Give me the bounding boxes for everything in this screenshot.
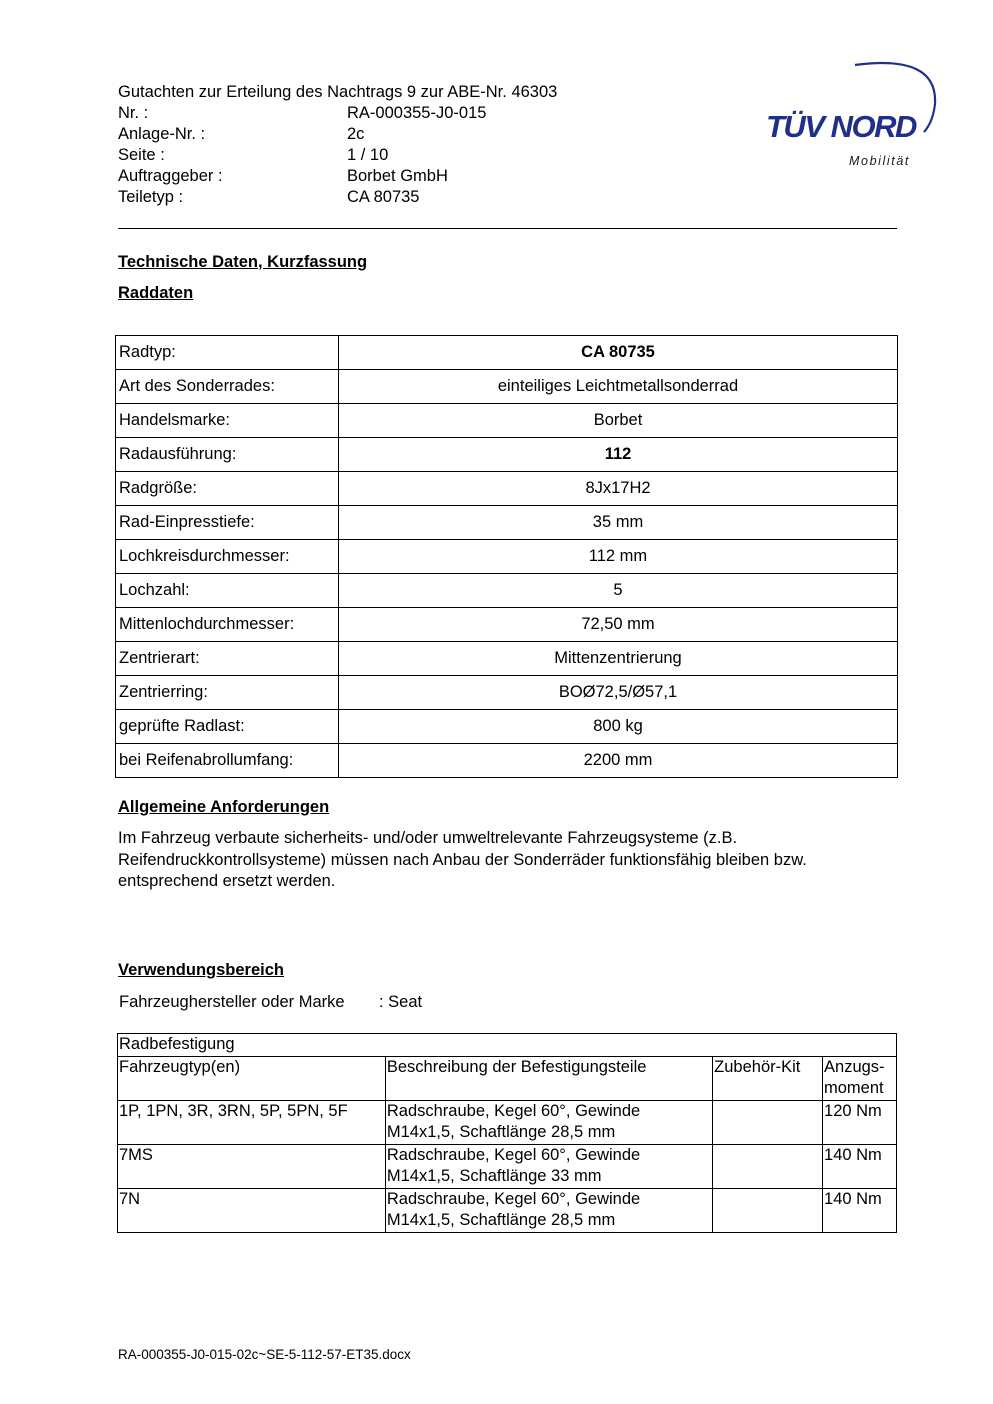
- cell-zubehoer-kit: [713, 1188, 823, 1232]
- cell-line: M14x1,5, Schaftlänge 28,5 mm: [386, 1211, 616, 1229]
- header-row-anlage: [118, 124, 486, 145]
- table-row: [118, 1144, 897, 1188]
- table-row: [116, 506, 898, 540]
- hersteller-line: [119, 992, 422, 1012]
- allgemeine-paragraph: [118, 828, 908, 893]
- cell-anzugsmoment: 140 Nm: [823, 1144, 897, 1188]
- cell-line: Radschraube, Kegel 60°, Gewinde: [386, 1145, 641, 1164]
- cell-fahrzeugtyp: 7MS: [118, 1144, 386, 1188]
- cell-line: M14x1,5, Schaftlänge 28,5 mm: [386, 1123, 616, 1141]
- radbefestigung-title: Radbefestigung: [118, 1034, 897, 1057]
- table-header-row: [118, 1056, 897, 1100]
- document-title: Gutachten zur Erteilung des Nachtrags 9 zur ABE-Nr. 46303: [118, 83, 558, 101]
- cell-line: M14x1,5, Schaftlänge 33 mm: [386, 1167, 602, 1185]
- header-label: Teiletyp :: [118, 188, 184, 206]
- spec-label: Handelsmarke:: [116, 404, 339, 438]
- table-row: [116, 642, 898, 676]
- table-title-row: [118, 1034, 897, 1057]
- logo-brand: TÜV NORD: [766, 109, 916, 144]
- section-raddaten: Raddaten: [118, 284, 194, 302]
- cell-zubehoer-kit: [713, 1144, 823, 1188]
- spec-label: Zentrierring:: [116, 676, 339, 710]
- col-header-anzugsmoment: [823, 1056, 897, 1100]
- header-label: Seite :: [118, 146, 165, 164]
- spec-label: Radgröße:: [116, 472, 339, 506]
- col-header-zubehoer-kit: Zubehör-Kit: [713, 1056, 823, 1100]
- hersteller-value: : Seat: [379, 993, 423, 1011]
- header-value: CA 80735: [347, 188, 420, 206]
- table-row: [118, 1188, 897, 1232]
- spec-value: BOØ72,5/Ø57,1: [339, 676, 898, 710]
- spec-value: 800 kg: [339, 710, 898, 744]
- cell-beschreibung: [385, 1188, 712, 1232]
- spec-label: Rad-Einpresstiefe:: [116, 506, 339, 540]
- cell-fahrzeugtyp: 1P, 1PN, 3R, 3RN, 5P, 5PN, 5F: [118, 1100, 386, 1144]
- header-label: Nr. :: [118, 104, 149, 122]
- table-row: [116, 540, 898, 574]
- cell-anzugsmoment: 140 Nm: [823, 1188, 897, 1232]
- header-label: Auftraggeber :: [118, 167, 223, 185]
- cell-fahrzeugtyp: 7N: [118, 1188, 386, 1232]
- spec-label: Art des Sonderrades:: [116, 370, 339, 404]
- spec-value: 35 mm: [339, 506, 898, 540]
- table-row: [116, 608, 898, 642]
- spec-value: 112: [339, 438, 898, 472]
- table-row: [118, 1100, 897, 1144]
- header-value: 2c: [347, 125, 365, 143]
- spec-label: bei Reifenabrollumfang:: [116, 744, 339, 778]
- spec-value: 8Jx17H2: [339, 472, 898, 506]
- spec-label: Radtyp:: [116, 336, 339, 370]
- cell-anzugsmoment: 120 Nm: [823, 1100, 897, 1144]
- header-row-nr: [118, 103, 486, 124]
- cell-zubehoer-kit: [713, 1100, 823, 1144]
- table-row: [116, 370, 898, 404]
- footer-filename: RA-000355-J0-015-02c~SE-5-112-57-ET35.docx: [118, 1347, 411, 1362]
- section-technische-daten: Technische Daten, Kurzfassung: [118, 253, 368, 271]
- spec-value: 5: [339, 574, 898, 608]
- header-line: Anzugs-: [824, 1057, 885, 1076]
- header-label: Anlage-Nr. :: [118, 125, 206, 143]
- table-row: [116, 336, 898, 370]
- radbefestigung-table: [117, 1033, 897, 1233]
- table-row: [116, 404, 898, 438]
- header-value: RA-000355-J0-015: [347, 104, 487, 122]
- table-row: [116, 744, 898, 778]
- spec-value: 72,50 mm: [339, 608, 898, 642]
- table-row: [116, 472, 898, 506]
- header-line: moment: [824, 1079, 884, 1097]
- spec-value: 112 mm: [339, 540, 898, 574]
- spec-value: CA 80735: [339, 336, 898, 370]
- spec-label: Mittenlochdurchmesser:: [116, 608, 339, 642]
- header-row-seite: [118, 145, 486, 166]
- spec-label: Radausführung:: [116, 438, 339, 472]
- cell-beschreibung: [385, 1100, 712, 1144]
- col-header-fahrzeugtyp: Fahrzeugtyp(en): [118, 1056, 386, 1100]
- spec-value: Mittenzentrierung: [339, 642, 898, 676]
- paragraph-line: Im Fahrzeug verbaute sicherheits- und/oder umweltrelevante Fahrzeugsysteme (z.B.: [118, 829, 738, 847]
- cell-line: Radschraube, Kegel 60°, Gewinde: [386, 1101, 641, 1120]
- header-value: Borbet GmbH: [347, 167, 448, 185]
- raddaten-table: [115, 335, 898, 778]
- header-row-teiletyp: [118, 187, 486, 208]
- col-header-beschreibung: Beschreibung der Befestigungsteile: [385, 1056, 712, 1100]
- hersteller-label: Fahrzeughersteller oder Marke: [119, 993, 345, 1011]
- section-verwendungsbereich: Verwendungsbereich: [118, 961, 284, 979]
- cell-beschreibung: [385, 1144, 712, 1188]
- spec-label: Lochkreisdurchmesser:: [116, 540, 339, 574]
- header-value: 1 / 10: [347, 146, 389, 164]
- paragraph-line: entsprechend ersetzt werden.: [118, 872, 336, 890]
- table-row: [116, 574, 898, 608]
- cell-line: Radschraube, Kegel 60°, Gewinde: [386, 1189, 641, 1208]
- spec-value: einteiliges Leichtmetallsonderrad: [339, 370, 898, 404]
- header-row-auftraggeber: [118, 166, 486, 187]
- logo-sub: Mobilität: [849, 154, 910, 168]
- header-info: [118, 103, 486, 208]
- tuev-nord-logo: [760, 56, 945, 171]
- paragraph-line: Reifendruckkontrollsysteme) müssen nach Anbau der Sonderräder funktionsfähig bleiben bzw.: [118, 850, 807, 869]
- spec-value: 2200 mm: [339, 744, 898, 778]
- section-allgemeine-anforderungen: Allgemeine Anforderungen: [118, 798, 330, 816]
- spec-value: Borbet: [339, 404, 898, 438]
- spec-label: Lochzahl:: [116, 574, 339, 608]
- table-row: [116, 438, 898, 472]
- table-row: [116, 710, 898, 744]
- spec-label: geprüfte Radlast:: [116, 710, 339, 744]
- header-divider: [118, 228, 897, 229]
- table-row: [116, 676, 898, 710]
- spec-label: Zentrierart:: [116, 642, 339, 676]
